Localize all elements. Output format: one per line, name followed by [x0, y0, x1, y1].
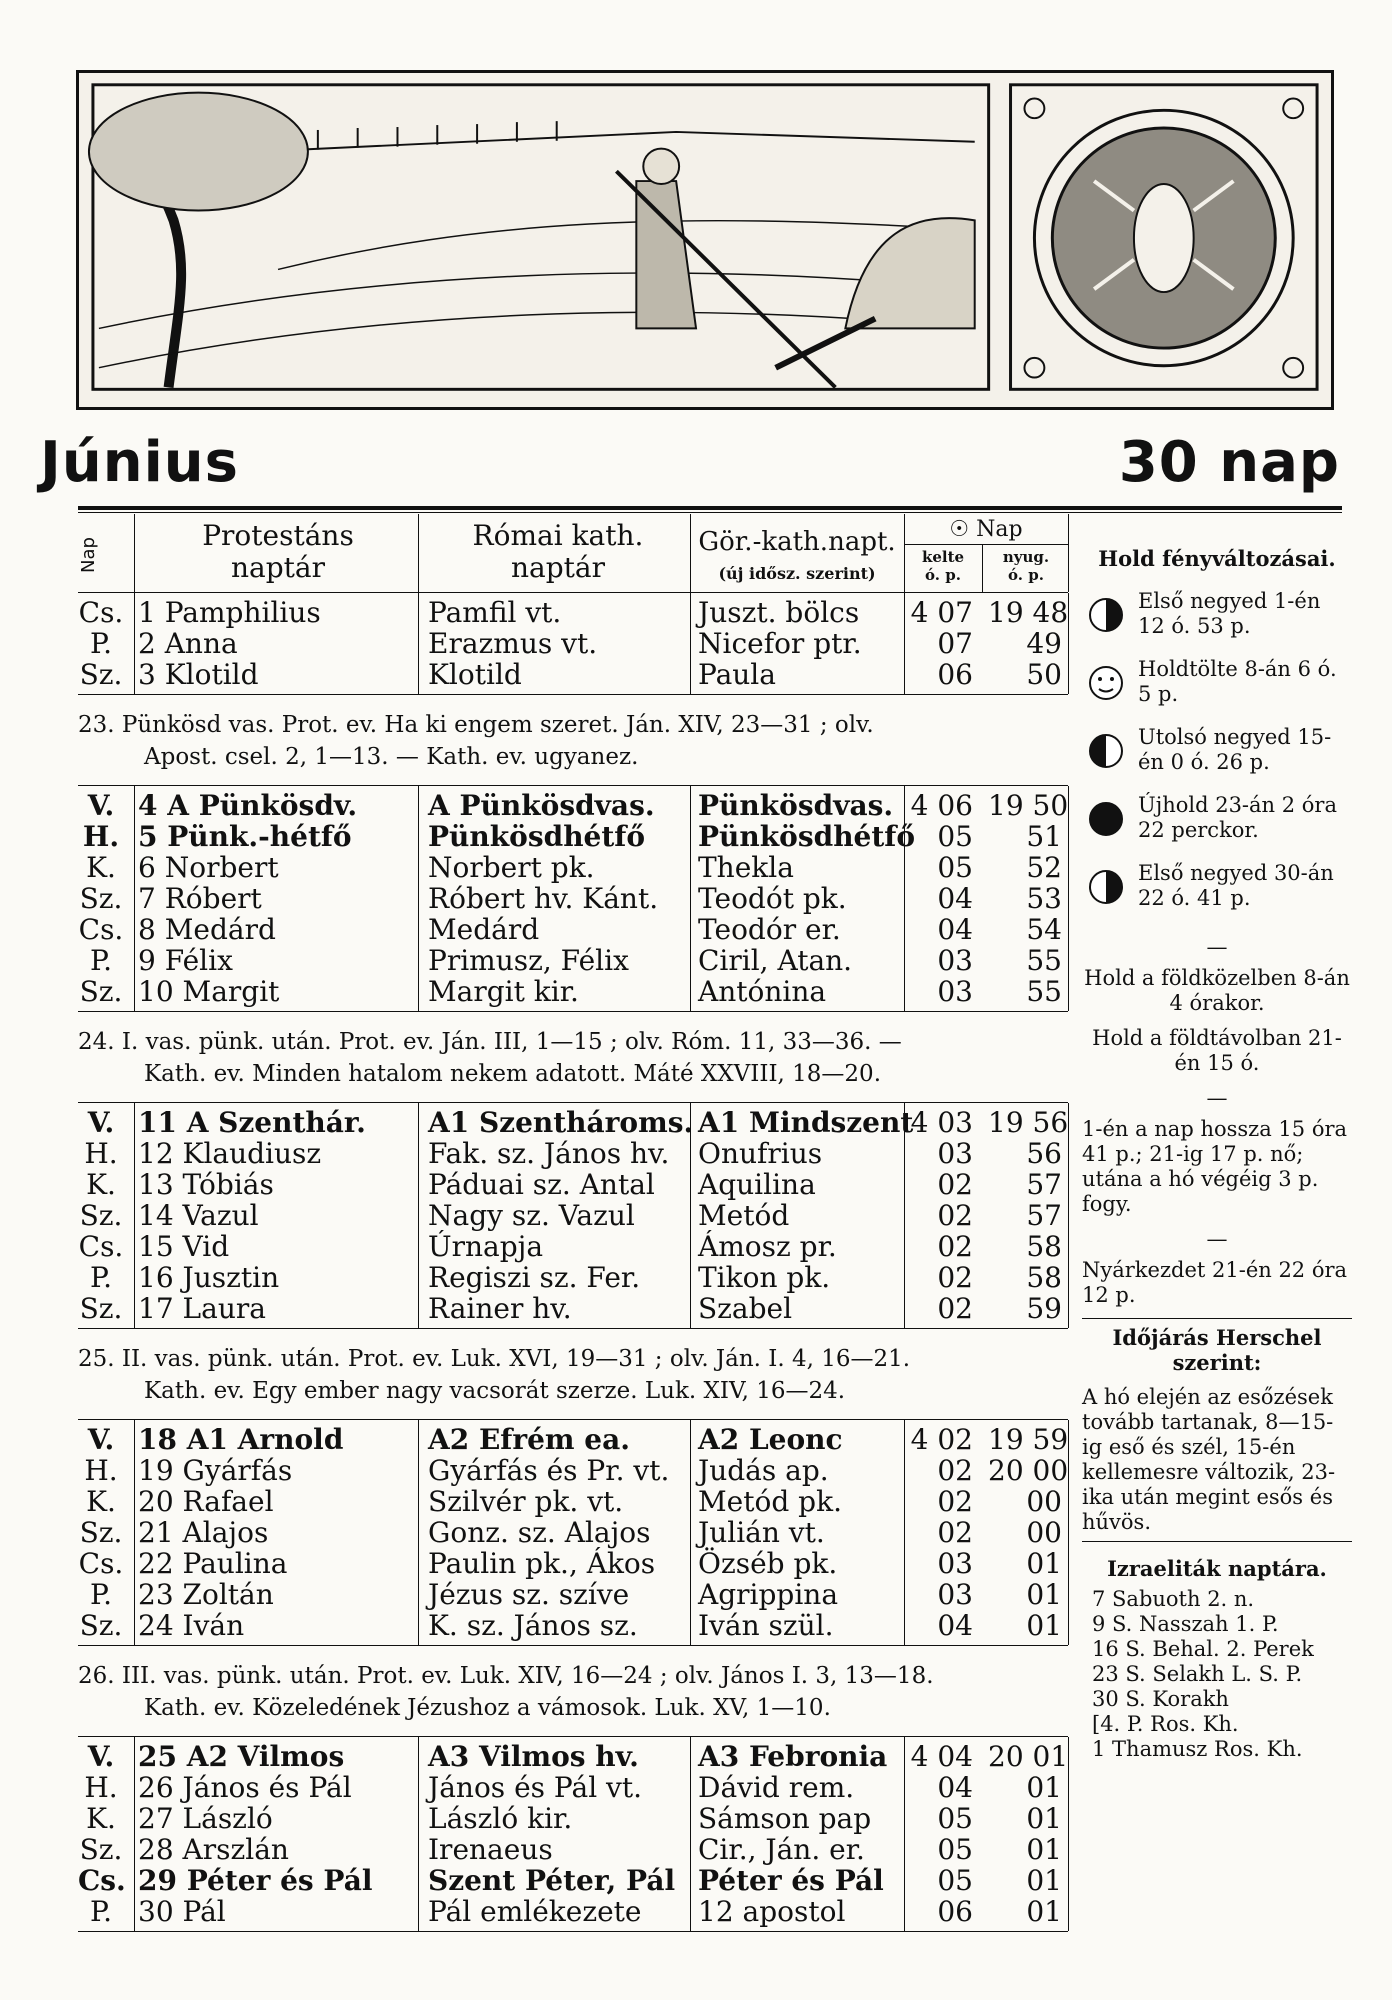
protestant-name: 2 Anna	[138, 627, 238, 660]
sunset: 19 59	[988, 1423, 1069, 1456]
moon-phases-title: Hold fényváltozásai.	[1098, 546, 1336, 571]
week-block	[78, 786, 1068, 1012]
jewish-calendar-item: 1 Thamusz Ros. Kh.	[1092, 1737, 1303, 1761]
greek-name: Julián vt.	[698, 1516, 825, 1549]
sunset: 53	[1026, 882, 1062, 915]
roman-name: Norbert pk.	[428, 851, 595, 884]
greek-name: Dávid rem.	[698, 1771, 855, 1804]
sunrise: 03	[937, 1547, 973, 1580]
calendar-table	[78, 514, 1068, 1932]
moon-phase-text: Újhold 23-án 2 óra 22 perckor.	[1138, 793, 1337, 842]
jewish-calendar-item: 16 S. Behal. 2. Perek	[1092, 1637, 1314, 1661]
weeks-container	[78, 593, 1068, 1932]
calendar-row	[78, 1772, 1068, 1803]
greek-name: Onufrius	[698, 1137, 823, 1170]
greek-name: A1 Mindszent	[698, 1106, 914, 1139]
weekday: Cs.	[78, 913, 124, 946]
sunset: 54	[1026, 913, 1062, 946]
roman-name: Pamfil vt.	[428, 596, 562, 629]
moon-phase-item	[1082, 657, 1352, 725]
protestant-name: 7 Róbert	[138, 882, 262, 915]
protestant-name: 23 Zoltán	[138, 1578, 274, 1611]
calendar-row	[78, 628, 1068, 659]
weekday: Sz.	[79, 1199, 123, 1232]
calendar-row	[78, 914, 1068, 945]
calendar-row	[78, 1169, 1068, 1200]
weekday: Cs.	[78, 1547, 124, 1580]
header-illustration	[76, 70, 1334, 410]
roman-name: Nagy sz. Vazul	[428, 1199, 635, 1232]
greek-name: Metód pk.	[698, 1485, 842, 1518]
protestant-name: 29 Péter és Pál	[138, 1864, 373, 1897]
jewish-calendar	[1082, 1556, 1352, 1762]
new-moon-icon	[1086, 799, 1126, 839]
protestant-name: 26 János és Pál	[138, 1771, 352, 1804]
roman-name: Gonz. sz. Alajos	[428, 1516, 651, 1549]
sunset: 51	[1026, 820, 1062, 853]
sunrise: 4 03	[910, 1106, 973, 1139]
calendar-row	[78, 1231, 1068, 1262]
roman-name: Páduai sz. Antal	[428, 1168, 655, 1201]
first-quarter-icon	[1086, 867, 1126, 907]
calendar-row	[78, 1579, 1068, 1610]
sunrise: 03	[937, 944, 973, 977]
moon-apogee: Hold a földtávolban 21-én 15 ó.	[1092, 1026, 1342, 1075]
calendar-row	[78, 1548, 1068, 1579]
days-count: 30 nap	[1118, 430, 1340, 495]
protestant-name: 13 Tóbiás	[138, 1168, 274, 1201]
moon-phase-item	[1082, 861, 1352, 929]
weekday: Sz.	[79, 1833, 123, 1866]
sunrise: 03	[937, 1137, 973, 1170]
greek-name: Özséb pk.	[698, 1547, 838, 1580]
note-line: 23. Pünkösd vas. Prot. ev. Ha ki engem szeret. Ján. XIV, 23—31 ; olv.	[78, 712, 874, 738]
greek-name: Aquilina	[698, 1168, 816, 1201]
greek-name: Péter és Pál	[698, 1864, 884, 1897]
calendar-row	[78, 1803, 1068, 1834]
sunset: 19 48	[988, 596, 1069, 629]
last-quarter-icon	[1086, 731, 1126, 771]
weather-section	[1082, 1318, 1352, 1542]
protestant-name: 4 A Pünkösdv.	[138, 789, 358, 822]
sunset: 55	[1026, 975, 1062, 1008]
greek-name: Iván szül.	[698, 1609, 834, 1642]
weekday: P.	[89, 627, 113, 660]
calendar-row	[78, 1610, 1068, 1641]
sunrise: 03	[937, 975, 973, 1008]
moon-phases-list	[1082, 589, 1352, 929]
sunset: 00	[1026, 1516, 1062, 1549]
calendar-row	[78, 790, 1068, 821]
greek-name: Sámson pap	[698, 1802, 872, 1835]
divider-thin	[78, 512, 1342, 513]
roman-name: János és Pál vt.	[428, 1771, 643, 1804]
sunday-gospel-note	[78, 1329, 1068, 1420]
separator: —	[1206, 935, 1228, 959]
sunrise: 02	[937, 1485, 973, 1518]
sunrise: 06	[937, 1895, 973, 1928]
protestant-name: 5 Pünk.-hétfő	[138, 820, 352, 853]
calendar-row	[78, 852, 1068, 883]
roman-name: Róbert hv. Kánt.	[428, 882, 659, 915]
sunday-gospel-note	[78, 695, 1068, 786]
greek-name: Juszt. bölcs	[698, 596, 860, 629]
protestant-name: 28 Arszlán	[138, 1833, 289, 1866]
protestant-name: 6 Norbert	[138, 851, 279, 884]
protestant-name: 12 Klaudiusz	[138, 1137, 322, 1170]
roman-name: Pál emlékezete	[428, 1895, 642, 1928]
sunrise: 02	[937, 1516, 973, 1549]
roman-name: Fak. sz. János hv.	[428, 1137, 670, 1170]
protestant-name: 11 A Szenthár.	[138, 1106, 366, 1139]
sunset: 56	[1026, 1137, 1062, 1170]
weather-text: A hó elején az esőzések tovább tartanak, 8—15-ig eső és szél, 15-én kellemesre változik, 23-ika után megint esős és hűvös.	[1082, 1385, 1336, 1534]
roman-name: László kir.	[428, 1802, 573, 1835]
sunrise: 4 04	[910, 1740, 973, 1773]
moon-phase-item	[1082, 725, 1352, 793]
sunset: 00	[1026, 1485, 1062, 1518]
sunrise: 02	[937, 1454, 973, 1487]
sunrise: 02	[937, 1199, 973, 1232]
greek-name: Pünkösdhétfő	[698, 820, 916, 853]
jewish-calendar-title: Izraeliták naptára.	[1107, 1556, 1327, 1581]
weekday: H.	[82, 820, 120, 853]
greek-name: 12 apostol	[698, 1895, 846, 1928]
moon-perigee: Hold a földközelben 8-án 4 órakor.	[1084, 966, 1350, 1015]
moon-phase-item	[1082, 589, 1352, 657]
note-line: Kath. ev. Minden hatalom nekem adatott. Máté XXVIII, 18—20.	[144, 1061, 881, 1087]
sunrise: 02	[937, 1230, 973, 1263]
calendar-row	[78, 1107, 1068, 1138]
sunset: 01	[1026, 1578, 1062, 1611]
roman-name: Szilvér pk. vt.	[428, 1485, 624, 1518]
week-block	[78, 1420, 1068, 1646]
sidebar	[1082, 514, 1352, 1762]
sunrise: 03	[937, 1578, 973, 1611]
column-header-sunrise: kelte ó. p.	[921, 548, 965, 584]
calendar-row	[78, 1896, 1068, 1927]
greek-name: Cir., Ján. er.	[698, 1833, 865, 1866]
sunset: 01	[1026, 1771, 1062, 1804]
sunrise: 05	[937, 851, 973, 884]
greek-name: Szabel	[698, 1292, 793, 1325]
separator: —	[1206, 1227, 1228, 1251]
roman-name: Irenaeus	[428, 1833, 553, 1866]
sun-icon: ☉	[949, 517, 970, 542]
jewish-calendar-item: 7 Sabuoth 2. n.	[1092, 1587, 1255, 1611]
week-block	[78, 1737, 1068, 1932]
calendar-row	[78, 1865, 1068, 1896]
greek-name: Ámosz pr.	[698, 1230, 837, 1263]
moon-phase-text: Első negyed 1-én 12 ó. 53 p.	[1138, 589, 1321, 638]
calendar-row	[78, 821, 1068, 852]
sunrise: 02	[937, 1168, 973, 1201]
roman-name: A2 Efrém ea.	[428, 1423, 630, 1456]
greek-name: Nicefor ptr.	[698, 627, 862, 660]
weekday: K.	[86, 851, 116, 884]
first-quarter-icon	[1086, 595, 1126, 635]
roman-name: Pünkösdhétfő	[428, 820, 646, 853]
sunset: 50	[1026, 658, 1062, 691]
calendar-row	[78, 1262, 1068, 1293]
roman-name: A1 Szenthároms.	[428, 1106, 694, 1139]
sunset: 19 56	[988, 1106, 1069, 1139]
weekday: Cs.	[78, 1230, 124, 1263]
sunday-gospel-note	[78, 1012, 1068, 1103]
protestant-name: 8 Medárd	[138, 913, 276, 946]
greek-name: Teodór er.	[698, 913, 841, 946]
weather-title: Időjárás Herschel szerint:	[1112, 1325, 1322, 1375]
week-block	[78, 593, 1068, 695]
note-line: 24. I. vas. pünk. után. Prot. ev. Ján. III, 1—15 ; olv. Róm. 11, 33—36. —	[78, 1029, 902, 1055]
sunset: 01	[1026, 1864, 1062, 1897]
protestant-name: 30 Pál	[138, 1895, 226, 1928]
calendar-row	[78, 1517, 1068, 1548]
greek-name: Thekla	[698, 851, 794, 884]
moon-phase-text: Holdtölte 8-án 6 ó. 5 p.	[1138, 657, 1337, 706]
sunrise: 4 02	[910, 1423, 973, 1456]
jewish-calendar-item: 23 S. Selakh L. S. P.	[1092, 1662, 1303, 1686]
weekday: Cs.	[78, 1864, 126, 1897]
note-line: Kath. ev. Egy ember nagy vacsorát szerze. Luk. XIV, 16—24.	[144, 1378, 846, 1404]
sunrise: 05	[937, 1833, 973, 1866]
weekday: H.	[84, 1771, 118, 1804]
sunrise: 04	[937, 1771, 973, 1804]
moon-phase-item	[1082, 793, 1352, 861]
calendar-row	[78, 1834, 1068, 1865]
protestant-name: 16 Jusztin	[138, 1261, 280, 1294]
sunrise: 05	[937, 820, 973, 853]
weekday: H.	[84, 1137, 118, 1170]
protestant-name: 18 A1 Arnold	[138, 1423, 344, 1456]
greek-name: Judás ap.	[698, 1454, 829, 1487]
protestant-name: 19 Gyárfás	[138, 1454, 293, 1487]
greek-name: Agrippina	[698, 1578, 839, 1611]
weekday: Sz.	[79, 1609, 123, 1642]
protestant-name: 10 Margit	[138, 975, 280, 1008]
sunrise: 06	[937, 658, 973, 691]
moon-phase-text: Utolsó negyed 15-én 0 ó. 26 p.	[1138, 725, 1332, 774]
table-header	[78, 514, 1068, 593]
roman-name: A3 Vilmos hv.	[428, 1740, 639, 1773]
jewish-calendar-item: 9 S. Nasszah 1. P.	[1092, 1612, 1279, 1636]
protestant-name: 22 Paulina	[138, 1547, 288, 1580]
protestant-name: 1 Pamphilius	[138, 596, 321, 629]
protestant-name: 14 Vazul	[138, 1199, 259, 1232]
note-line: Kath. ev. Közeledének Jézushoz a vámosok. Luk. XV, 1—10.	[144, 1695, 831, 1721]
sunset: 01	[1026, 1895, 1062, 1928]
greek-name: A2 Leonc	[698, 1423, 843, 1456]
sunset: 59	[1026, 1292, 1062, 1325]
greek-name: A3 Febronia	[698, 1740, 888, 1773]
sunset: 01	[1026, 1547, 1062, 1580]
roman-name: A Pünkösdvas.	[428, 789, 655, 822]
column-header-sun: ☉ Nap	[949, 517, 1023, 542]
weekday: Cs.	[78, 596, 124, 629]
roman-name: Jézus sz. szíve	[428, 1578, 630, 1611]
greek-name: Paula	[698, 658, 776, 691]
column-header-greek: Gör.-kath.napt. (új idősz. szerint)	[698, 527, 896, 583]
sunrise: 05	[937, 1802, 973, 1835]
roman-name: Regiszi sz. Fer.	[428, 1261, 641, 1294]
roman-name: Klotild	[428, 658, 522, 691]
roman-name: Úrnapja	[428, 1230, 544, 1263]
sunrise: 04	[937, 1609, 973, 1642]
calendar-row	[78, 1138, 1068, 1169]
week-block	[78, 1103, 1068, 1329]
weekday: Sz.	[79, 1516, 123, 1549]
month-title: Június	[40, 430, 239, 495]
roman-name: Margit kir.	[428, 975, 579, 1008]
calendar-row	[78, 945, 1068, 976]
calendar-row	[78, 597, 1068, 628]
full-moon-icon	[1086, 663, 1126, 703]
calendar-row	[78, 1486, 1068, 1517]
greek-name: Pünkösdvas.	[698, 789, 894, 822]
protestant-name: 21 Alajos	[138, 1516, 269, 1549]
separator: —	[1206, 1086, 1228, 1110]
greek-name: Teodót pk.	[698, 882, 847, 915]
weekday: Sz.	[79, 882, 123, 915]
weekday: K.	[86, 1802, 116, 1835]
roman-name: Primusz, Félix	[428, 944, 629, 977]
weekday: Sz.	[79, 658, 123, 691]
protestant-name: 27 László	[138, 1802, 273, 1835]
weekday: P.	[89, 1895, 113, 1928]
sunrise: 04	[937, 913, 973, 946]
sunset: 52	[1026, 851, 1062, 884]
protestant-name: 3 Klotild	[138, 658, 259, 691]
roman-name: Medárd	[428, 913, 540, 946]
protestant-name: 24 Iván	[138, 1609, 245, 1642]
sunset: 55	[1026, 944, 1062, 977]
weekday: P.	[89, 1261, 113, 1294]
column-header-protestant: Protestáns naptár	[202, 519, 354, 584]
weekday: Sz.	[79, 1292, 123, 1325]
jewish-calendar-item: 30 S. Korakh	[1092, 1687, 1229, 1711]
calendar-row	[78, 1293, 1068, 1324]
roman-name: Gyárfás és Pr. vt.	[428, 1454, 670, 1487]
sunrise: 02	[937, 1261, 973, 1294]
sunrise: 04	[937, 882, 973, 915]
sunset: 57	[1026, 1199, 1062, 1232]
protestant-name: 25 A2 Vilmos	[138, 1740, 345, 1773]
roman-name: Rainer hv.	[428, 1292, 572, 1325]
sunrise: 02	[937, 1292, 973, 1325]
greek-name: Metód	[698, 1199, 790, 1232]
sunset: 01	[1026, 1802, 1062, 1835]
note-line: 26. III. vas. pünk. után. Prot. ev. Luk. XIV, 16—24 ; olv. János I. 3, 13—18.	[78, 1663, 934, 1689]
jewish-calendar-item: [4. P. Ros. Kh.	[1092, 1712, 1239, 1736]
sunday-gospel-note	[78, 1646, 1068, 1737]
weekday: P.	[89, 944, 113, 977]
sunset: 58	[1026, 1261, 1062, 1294]
weekday: V.	[87, 1740, 115, 1773]
greek-name: Tikon pk.	[698, 1261, 831, 1294]
weekday: V.	[87, 1423, 115, 1456]
sunset: 19 50	[988, 789, 1069, 822]
sunrise: 05	[937, 1864, 973, 1897]
sunset: 01	[1026, 1609, 1062, 1642]
moon-phase-text: Első negyed 30-án 22 ó. 41 p.	[1138, 861, 1334, 910]
calendar-row	[78, 883, 1068, 914]
column-header-sunset: nyug. ó. p.	[1002, 548, 1050, 584]
calendar-row	[78, 1455, 1068, 1486]
weekday: K.	[86, 1168, 116, 1201]
sunset: 58	[1026, 1230, 1062, 1263]
sunrise: 07	[937, 627, 973, 660]
divider	[78, 506, 1342, 510]
protestant-name: 20 Rafael	[138, 1485, 274, 1518]
roman-name: Paulin pk., Ákos	[428, 1547, 656, 1580]
weekday: K.	[86, 1485, 116, 1518]
column-header-roman: Római kath. naptár	[472, 519, 644, 584]
sunset: 01	[1026, 1833, 1062, 1866]
sunrise: 4 06	[910, 789, 973, 822]
sunset: 20 00	[988, 1454, 1069, 1487]
roman-name: Erazmus vt.	[428, 627, 598, 660]
note-line: Apost. csel. 2, 1—13. — Kath. ev. ugyanez.	[144, 744, 639, 770]
roman-name: Szent Péter, Pál	[428, 1864, 676, 1897]
weekday: Sz.	[79, 975, 123, 1008]
weekday: P.	[89, 1578, 113, 1611]
calendar-row	[78, 976, 1068, 1007]
calendar-row	[78, 659, 1068, 690]
calendar-row	[78, 1200, 1068, 1231]
weekday: H.	[84, 1454, 118, 1487]
summer-start: Nyárkezdet 21-én 22 óra 12 p.	[1082, 1258, 1348, 1307]
weekday: V.	[87, 789, 115, 822]
greek-name: Ciril, Atan.	[698, 944, 853, 977]
note-line: 25. II. vas. pünk. után. Prot. ev. Luk. XVI, 19—31 ; olv. Ján. I. 4, 16—21.	[78, 1346, 911, 1372]
jewish-calendar-list	[1082, 1587, 1352, 1762]
sunrise: 4 07	[910, 596, 973, 629]
calendar-row	[78, 1424, 1068, 1455]
column-header-day: Nap	[78, 537, 99, 573]
calendar-row	[78, 1741, 1068, 1772]
day-length: 1-én a nap hossza 15 óra 41 p.; 21-ig 17 p. nő; utána a hó végéig 3 p. fogy.	[1082, 1117, 1348, 1216]
roman-name: K. sz. János sz.	[428, 1609, 638, 1642]
sunset: 57	[1026, 1168, 1062, 1201]
weekday: V.	[87, 1106, 115, 1139]
protestant-name: 9 Félix	[138, 944, 233, 977]
greek-name: Antónina	[698, 975, 827, 1008]
protestant-name: 15 Vid	[138, 1230, 230, 1263]
protestant-name: 17 Laura	[138, 1292, 266, 1325]
sunset: 20 01	[988, 1740, 1069, 1773]
sunset: 49	[1026, 627, 1062, 660]
